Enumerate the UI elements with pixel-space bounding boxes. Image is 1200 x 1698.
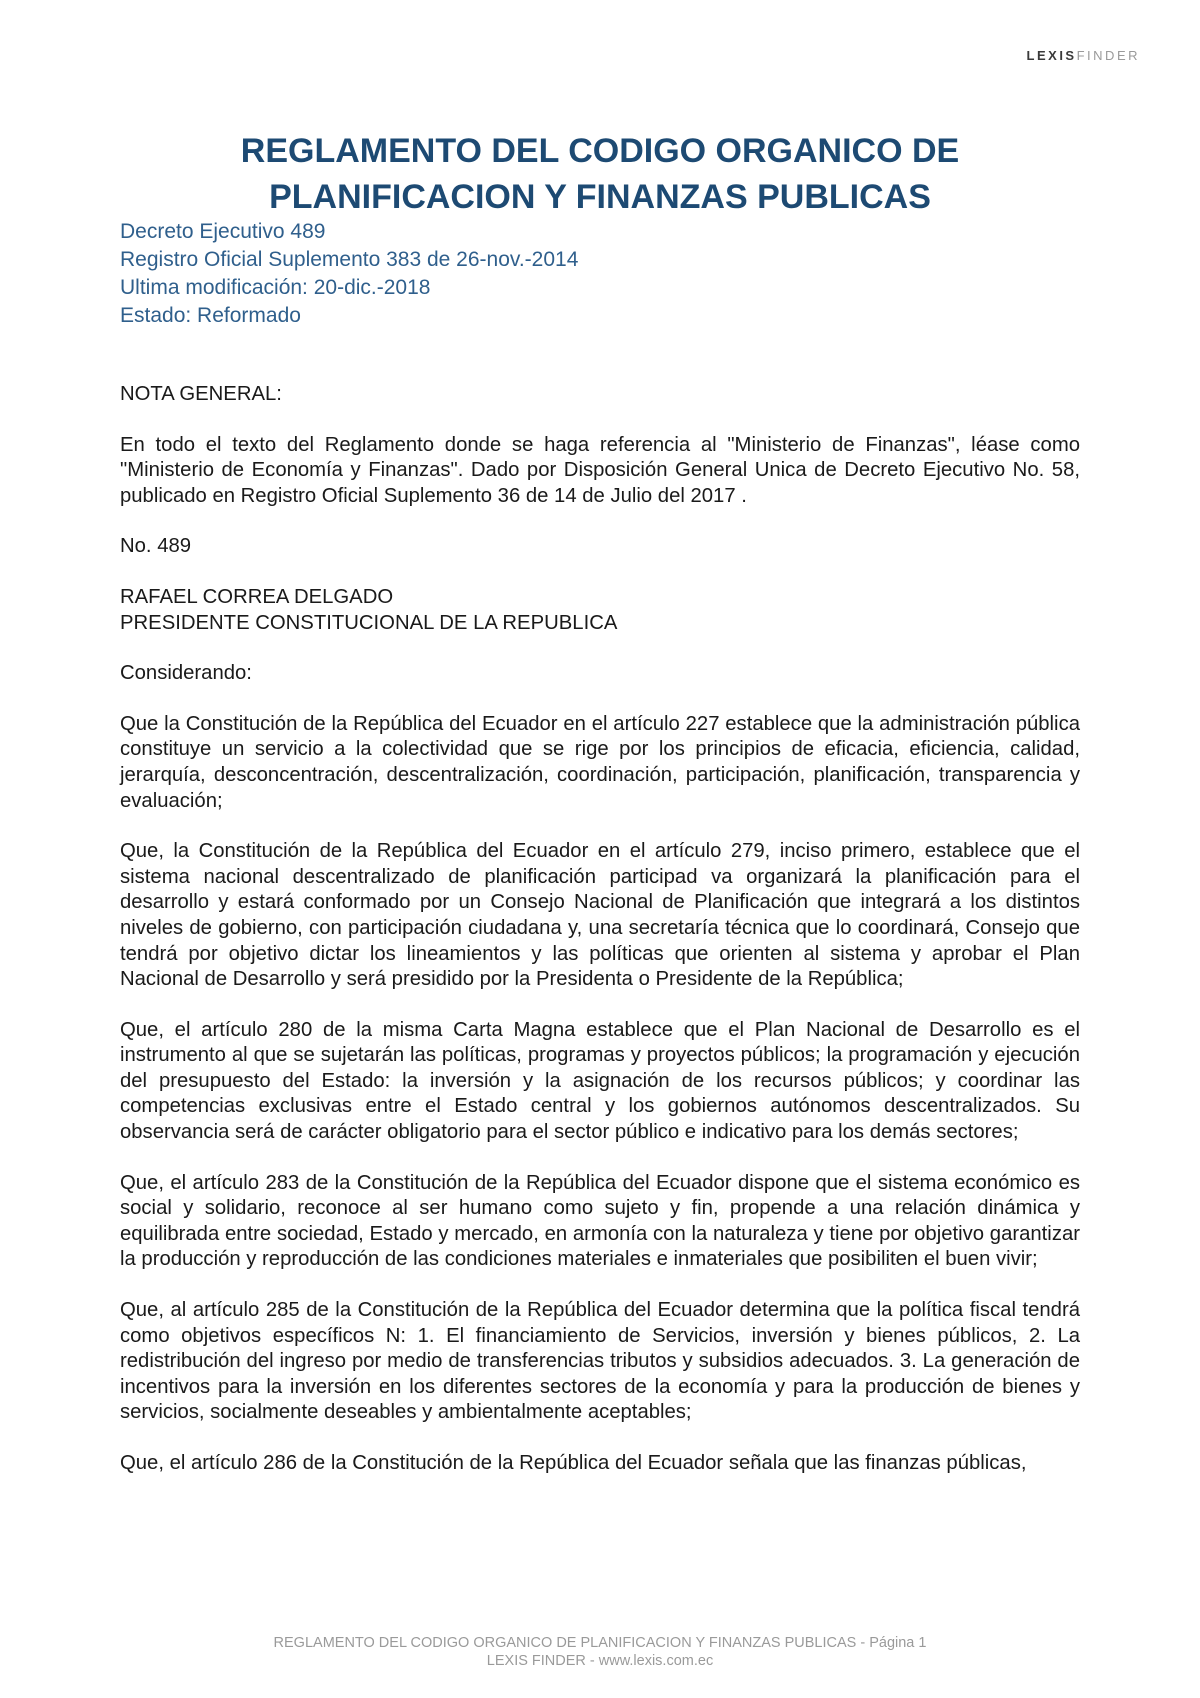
general-note-heading: NOTA GENERAL: bbox=[120, 383, 282, 405]
signatory-block bbox=[120, 585, 1080, 636]
paragraph: Que, el artículo 280 de la misma Carta Magna establece que el Plan Nacional de Desarrollo es el instrumento al que se sujetarán las políticas, programas y proyectos públicos; la programación y ejecución del presupuesto del Estado: la inversión y la asignación de los recursos públicos; y coordinar las competencias exclusivas entre el Estado central y los gobiernos autónomos descentralizados. Su observancia será de carácter obligatorio para el sector público e indicativo para los demás sectores; bbox=[120, 1018, 1080, 1144]
title-line-2: PLANIFICACION Y FINANZAS PUBLICAS bbox=[269, 178, 931, 216]
page-footer bbox=[0, 1634, 1200, 1670]
document-title bbox=[120, 128, 1080, 220]
meta-status: Estado: Reformado bbox=[120, 304, 301, 327]
signatory-title: PRESIDENTE CONSTITUCIONAL DE LA REPUBLICA bbox=[120, 611, 618, 634]
paragraph: Que, el artículo 286 de la Constitución de la República del Ecuador señala que las finanzas públicas, bbox=[120, 1452, 1027, 1474]
paragraph: Que, el artículo 283 de la Constitución de la República del Ecuador dispone que el sistema económico es social y solidario, reconoce al ser humano como sujeto y fin, propende a una relación dinámica y equilibrada entre sociedad, Estado y mercado, en armonía con la naturaleza y tiene por objetivo garantizar la producción y reproducción de las condiciones materiales e inmateriales que posibiliten el buen vivir; bbox=[120, 1171, 1080, 1271]
lexis-finder-logo bbox=[1027, 48, 1140, 63]
footer-line-1: REGLAMENTO DEL CODIGO ORGANICO DE PLANIFICACION Y FINANZAS PUBLICAS - Página 1 bbox=[273, 1635, 927, 1651]
title-line-1: REGLAMENTO DEL CODIGO ORGANICO DE bbox=[240, 132, 960, 170]
meta-last-modified: Ultima modificación: 20-dic.-2018 bbox=[120, 276, 431, 299]
paragraph: Que la Constitución de la República del Ecuador en el artículo 227 establece que la administración pública constituye un servicio a la colectividad que se rige por los principios de eficacia, eficiencia, calidad, jerarquía, desconcentración, descentralización, coordinación, participación, planificación, transparencia y evaluación; bbox=[120, 712, 1080, 812]
considering-heading: Considerando: bbox=[120, 662, 252, 685]
paragraph: Que, la Constitución de la República del Ecuador en el artículo 279, inciso primero, establece que el sistema nacional descentralizado de planificación participad va organizará la planificación para el desarrollo y estará conformado por un Consejo Nacional de Planificación que integrará a los distintos niveles de gobierno, con participación ciudadana y, una secretaría técnica que lo coordinará, Consejo que tendrá por objetivo dictar los lineamientos y las políticas que orienten al sistema y aprobar el Plan Nacional de Desarrollo y será presidido por la Presidenta o Presidente de la República; bbox=[120, 840, 1080, 991]
meta-registry: Registro Oficial Suplemento 383 de 26-nov.-2014 bbox=[120, 248, 579, 271]
logo-text-light: FINDER bbox=[1076, 48, 1140, 63]
logo-text-bold: LEXIS bbox=[1026, 48, 1077, 63]
signatory-name: RAFAEL CORREA DELGADO bbox=[120, 585, 394, 608]
general-note-text: En todo el texto del Reglamento donde se haga referencia al "Ministerio de Finanzas", léase como "Ministerio de Economía y Finanzas". Dado por Disposición General Unica de Decreto Ejecutivo No. 58, publicado en Registro Oficial Suplemento 36 de 14 de Julio del 2017 . bbox=[120, 433, 1080, 507]
document-body bbox=[120, 382, 1080, 1502]
document-metadata bbox=[120, 218, 1080, 330]
meta-decree: Decreto Ejecutivo 489 bbox=[120, 220, 326, 243]
decree-number: No. 489 bbox=[120, 535, 192, 558]
footer-line-2: LEXIS FINDER - www.lexis.com.ec bbox=[486, 1653, 714, 1669]
paragraph: Que, al artículo 285 de la Constitución de la República del Ecuador determina que la política fiscal tendrá como objetivos específicos N: 1. El financiamiento de Servicios, inversión y bienes públicos, 2. La redistribución del ingreso por medio de transferencias tributos y subsidios adecuados. 3. La generación de incentivos para la inversión en los diferentes sectores de la economía y para la producción de bienes y servicios, socialmente deseables y ambientalmente aceptables; bbox=[120, 1299, 1080, 1424]
